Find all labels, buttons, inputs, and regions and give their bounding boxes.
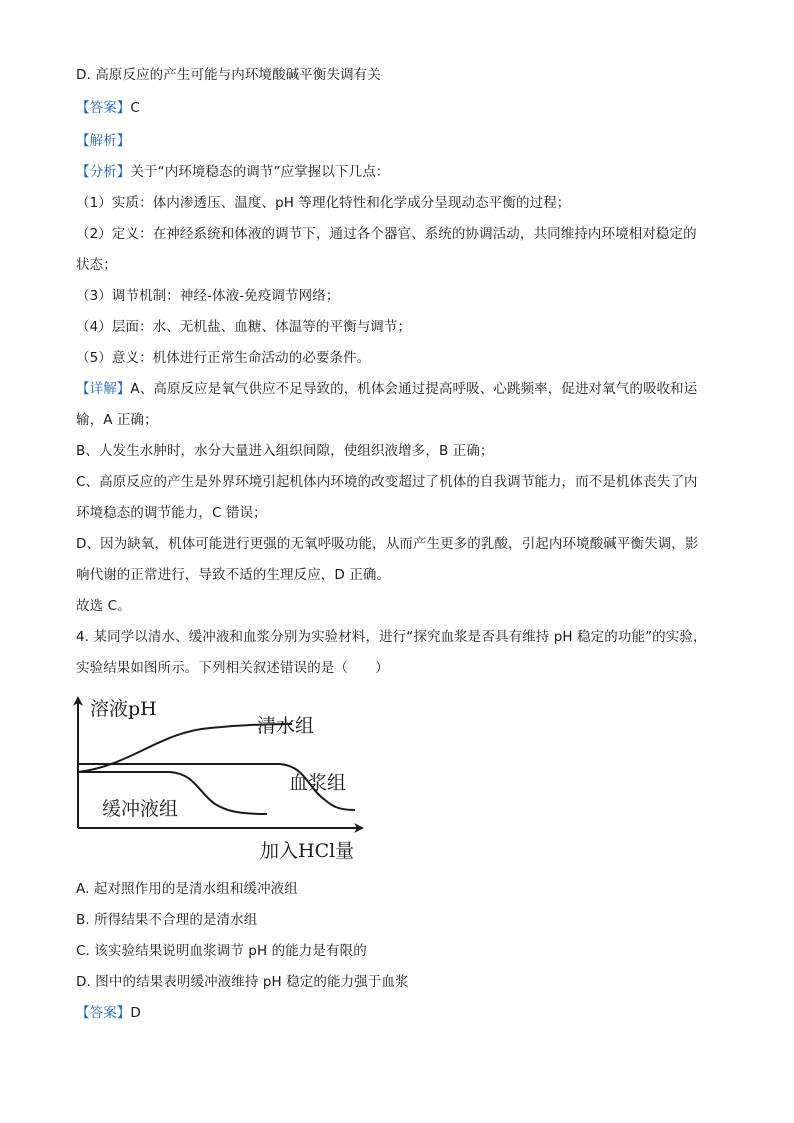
line-text: 状态； <box>76 257 117 273</box>
text-line <box>76 380 697 398</box>
line-text: D. 高原反应的产生可能与内环境酸碱平衡失调有关 <box>76 67 381 83</box>
line-text: D. 图中的结果表明缓冲液维持 pH 稳定的能力强于血浆 <box>76 974 409 990</box>
text-line <box>76 163 389 181</box>
text-line <box>76 880 298 898</box>
line-text: D、因为缺氧，机体可能进行更强的无氧呼吸功能，从而产生更多的乳酸，引起内环境酸碱平衡失调，影 <box>76 536 699 552</box>
text-line <box>76 942 367 960</box>
y-axis-label: 溶液pH <box>90 698 157 720</box>
line-text: 响代谢的正常进行，导致不适的生理反应，D 正确。 <box>76 567 391 583</box>
text-line <box>76 566 390 584</box>
line-text: B、人发生水肿时，水分大量进入组织间隙，使组织液增多，B 正确； <box>76 443 494 459</box>
text-line <box>76 973 409 991</box>
line-text: 实验结果如图所示。下列相关叙述错误的是（ ） <box>76 660 389 676</box>
text-line <box>76 1004 141 1022</box>
section-tag: 【详解】 <box>76 381 131 397</box>
text-line <box>76 442 494 460</box>
text-line <box>76 194 570 212</box>
line-text: A、高原反应是氧气供应不足导致的，机体会通过提高呼吸、心跳频率，促进对氧气的吸收和运 <box>130 381 698 397</box>
text-line <box>76 659 389 677</box>
text-line <box>76 66 381 84</box>
x-axis-label: 加入HCl量 <box>260 840 355 862</box>
line-text: （4）层面：水、无机盐、血糖、体温等的平衡与调节； <box>76 319 412 335</box>
text-line <box>76 504 267 522</box>
text-line <box>76 535 699 553</box>
text-line <box>76 132 130 150</box>
line-text: 输，A 正确； <box>76 412 158 428</box>
line-text: （1）实质：体内渗透压、温度、pH 等理化特性和化学成分呈现动态平衡的过程； <box>76 195 571 211</box>
line-text: C <box>130 100 140 116</box>
line-text: （5）意义：机体进行正常生命活动的必要条件。 <box>76 350 371 366</box>
text-line <box>76 411 158 429</box>
label-plasma-group: 血浆组 <box>289 772 347 794</box>
line-text: （2）定义：在神经系统和体液的调节下，通过各个器官、系统的协调活动，共同维持内环境相对稳定的 <box>76 226 697 242</box>
text-line <box>76 628 707 646</box>
text-line <box>76 349 370 367</box>
text-line <box>76 597 131 615</box>
line-text: （3）调节机制：神经-体液-免疫调节网络； <box>76 288 340 304</box>
text-line <box>76 318 411 336</box>
line-text: 环境稳态的调节能力，C 错误； <box>76 505 267 521</box>
text-line <box>76 256 117 274</box>
text-line <box>76 911 257 929</box>
section-tag: 【解析】 <box>76 133 131 149</box>
text-line <box>76 287 339 305</box>
section-tag: 【答案】 <box>76 100 131 116</box>
line-text: 4. 某同学以清水、缓冲液和血浆分别为实验材料，进行“探究血浆是否具有维持 pH 稳定的功能”的实验， <box>76 629 707 645</box>
section-tag: 【分析】 <box>76 164 131 180</box>
line-text: A. 起对照作用的是清水组和缓冲液组 <box>76 881 298 897</box>
text-line <box>76 225 697 243</box>
ph-experiment-figure <box>70 692 370 870</box>
label-buffer-group: 缓冲液组 <box>102 798 179 820</box>
label-water-group: 清水组 <box>257 715 315 737</box>
text-line <box>76 473 698 491</box>
line-text: 关于“内环境稳态的调节”应掌握以下几点： <box>130 164 390 180</box>
line-text: C. 该实验结果说明血浆调节 pH 的能力是有限的 <box>76 943 367 959</box>
line-text: B. 所得结果不合理的是清水组 <box>76 912 258 928</box>
text-line <box>76 99 140 117</box>
line-text: 故选 C。 <box>76 598 131 614</box>
line-text: C、高原反应的产生是外界环境引起机体内环境的改变超过了机体的自我调节能力，而不是机体丧失了内 <box>76 474 698 490</box>
line-text: D <box>130 1005 141 1021</box>
section-tag: 【答案】 <box>76 1005 131 1021</box>
